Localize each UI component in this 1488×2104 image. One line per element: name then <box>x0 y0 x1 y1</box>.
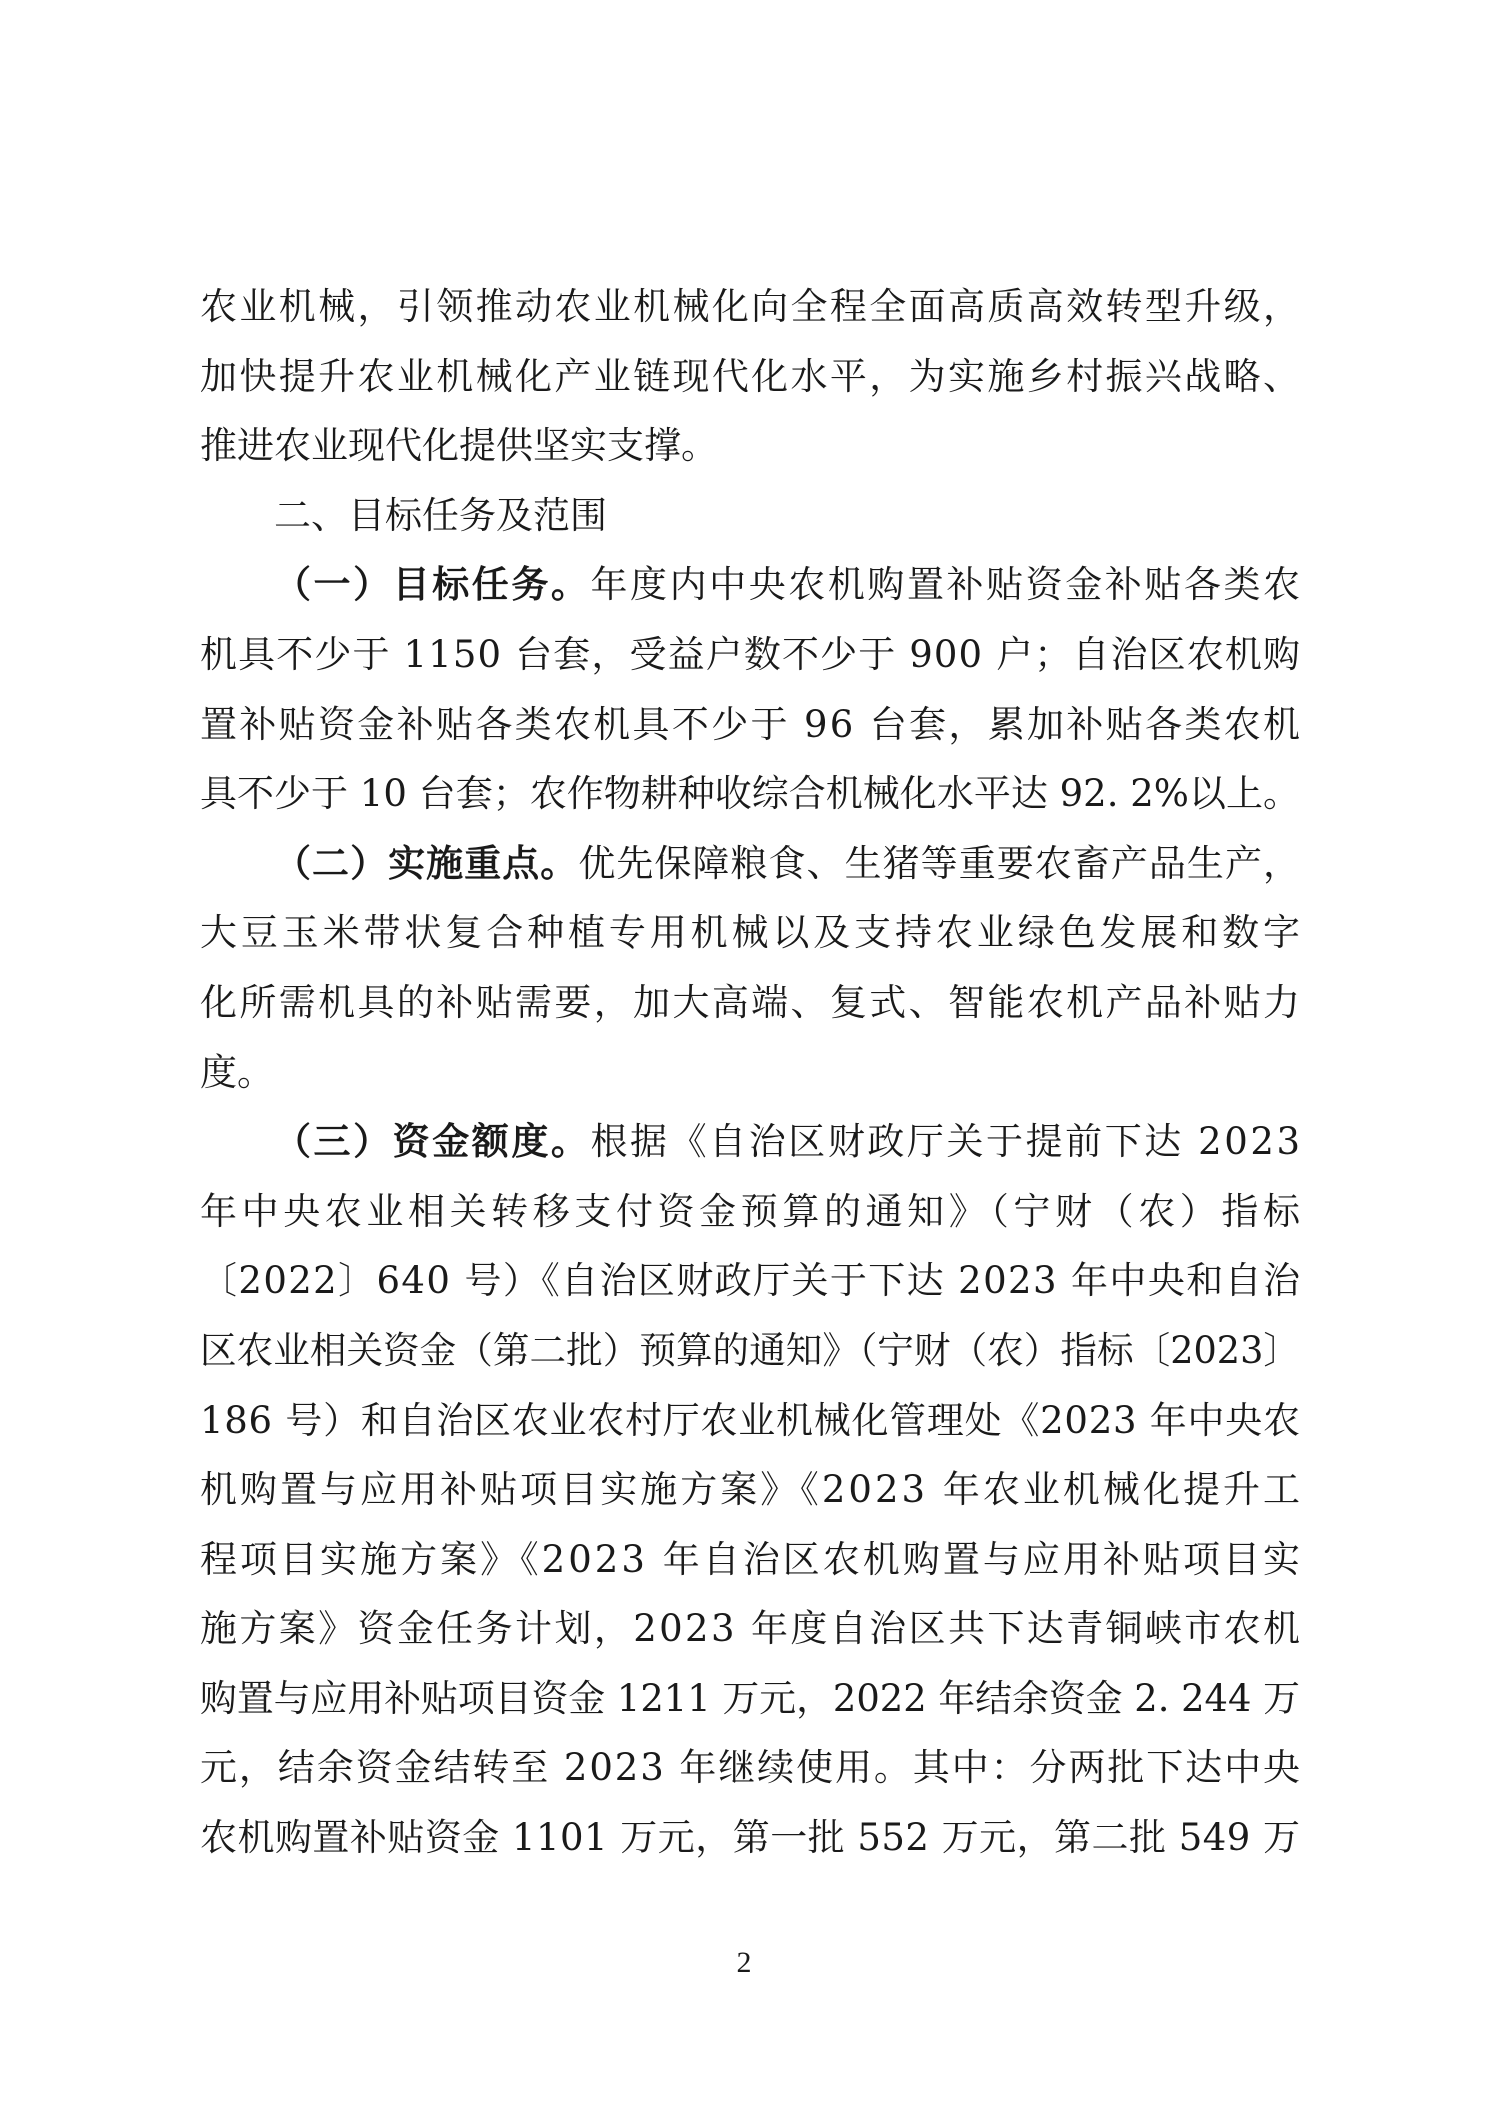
line-text: 186 号）和自治区农业农村厅农业机械化管理处《2023 年中央农 <box>200 1398 1301 1442</box>
paragraph-first-line <box>200 1107 1303 1177</box>
paragraph-text: 年度内中央农机购置补贴资金补贴各类农 <box>590 563 1303 607</box>
line-text: 大豆玉米带状复合种植专用机械以及支持农业绿色发展和数字 <box>200 911 1304 955</box>
paragraph-text: 根据《自治区财政厅关于提前下达 2023 <box>590 1120 1303 1164</box>
line-text: 机具不少于 1150 台套，受益户数不少于 900 户；自治区农机购 <box>200 632 1302 676</box>
line-content <box>274 829 1301 899</box>
line-text: 农业机械，引领推动农业机械化向全程全面高质高效转型升级， <box>200 285 1303 328</box>
text-line <box>200 1525 1304 1595</box>
page-number: 2 <box>736 1946 752 1979</box>
text-line <box>200 272 1303 342</box>
text-line <box>200 690 1303 760</box>
line-text: 农机购置补贴资金 1101 万元，第一批 552 万元，第二批 549 万 <box>200 1816 1301 1860</box>
paragraph-lead-title: （一）目标任务。 <box>274 562 591 607</box>
paragraph-first-line <box>200 829 1300 899</box>
text-line <box>200 968 1303 1038</box>
line-text: 机购置与应用补贴项目实施方案》《2023 年农业机械化提升工 <box>200 1468 1304 1512</box>
line-content <box>274 550 1303 620</box>
text-line <box>200 620 1300 690</box>
line-text: 具不少于 10 台套；农作物耕种收综合机械化水平达 92. 2%以上。 <box>200 772 1301 816</box>
line-text: 施方案》资金任务计划，2023 年度自治区共下达青铜峡市农机 <box>200 1607 1303 1651</box>
text-line <box>200 1803 1300 1873</box>
line-text: 化所需机具的补贴需要，加大高端、复式、智能农机产品补贴力 <box>200 980 1303 1024</box>
text-line <box>200 1246 1300 1316</box>
paragraph-text: 优先保障粮食、生猪等重要农畜产品生产， <box>578 841 1302 885</box>
text-line <box>200 1594 1303 1664</box>
text-line <box>200 1316 1300 1386</box>
line-text: 区农业相关资金（第二批）预算的通知》（宁财（农）指标〔2023〕 <box>200 1328 1300 1372</box>
text-line <box>200 1386 1300 1456</box>
text-line <box>200 342 1303 412</box>
text-line <box>200 411 1300 481</box>
line-text: 程项目实施方案》《2023 年自治区农机购置与应用补贴项目实 <box>200 1537 1304 1581</box>
paragraph-first-line <box>200 550 1303 620</box>
section-heading <box>200 481 1300 551</box>
section-heading-text: 二、目标任务及范围 <box>274 493 607 537</box>
paragraph-lead-title: （三）资金额度。 <box>274 1119 591 1164</box>
line-text: 度。 <box>200 1050 274 1094</box>
line-content <box>274 1107 1303 1177</box>
document-body <box>200 272 1305 1873</box>
line-text: 年中央农业相关转移支付资金预算的通知》（宁财（农）指标 <box>200 1189 1305 1233</box>
line-text: 置补贴资金补贴各类农机具不少于 96 台套，累加补贴各类农机 <box>200 702 1303 746</box>
line-text: 加快提升农业机械化产业链现代化水平，为实施乡村振兴战略、 <box>200 354 1303 398</box>
text-line <box>200 1664 1300 1734</box>
line-text: 元，结余资金结转至 2023 年继续使用。其中：分两批下达中央 <box>200 1746 1302 1790</box>
text-line <box>200 759 1300 829</box>
line-text: 〔2022〕640 号）《自治区财政厅关于下达 2023 年中央和自治 <box>200 1259 1302 1303</box>
text-line <box>200 1733 1300 1803</box>
text-line <box>200 1038 1300 1108</box>
line-text: 购置与应用补贴项目资金 1211 万元，2022 年结余资金 2. 244 万 <box>200 1676 1300 1720</box>
text-line <box>200 898 1304 968</box>
line-text: 推进农业现代化提供坚实支撑。 <box>200 424 718 468</box>
text-line <box>200 1177 1305 1247</box>
paragraph-lead-title: （二）实施重点。 <box>274 840 579 885</box>
text-line <box>200 1455 1304 1525</box>
